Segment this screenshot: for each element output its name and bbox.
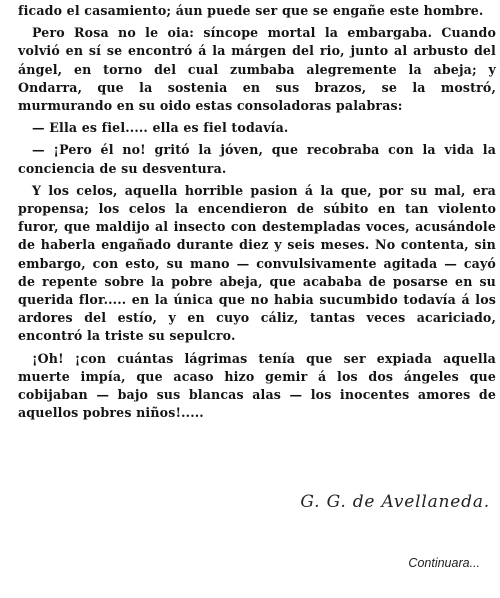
- dialogue-line: — ¡Pero él no! gritó la jóven, que recobraba con la vida la conciencia de su desventura.: [18, 142, 496, 176]
- dialogue-line: — Ella es fiel..... ella es fiel todavía.: [32, 120, 289, 136]
- continuation-note: Continuara...: [408, 556, 480, 570]
- paragraph-continuation: ficado el casamiento; áun puede ser que se engañe este hombre.: [18, 3, 484, 18]
- paragraph: Y los celos, aquella horrible pasion á la que, por su mal, era propensa; los celos la encendieron de súbito en tan violento furor, que maldijo al insecto con destempladas voces, acusándole de haberla engañado durante diez y seis meses. No contenta, sin embargo, con esto, su mano — convulsivamente agitada — cayó de repente sobre la pobre abeja, que acababa de posarse en su querida flor..... en la única que no habia sucumbido todavía á los ardores del estío, y en cuyo cáliz, tantas veces acariciado, encontró la triste su sepulcro.: [18, 182, 496, 344]
- paragraph: Pero Rosa no le oia: síncope mortal la embargaba. Cuando volvió en sí se encontró á la márgen del rio, junto al arbusto del ángel, en torno del cual zumbaba alegremente la abeja; y Ondarra, que la sostenia en sus brazos, se la mostró, murmurando en su oido estas consoladoras palabras:: [18, 25, 496, 114]
- body-text: [18, 2, 496, 426]
- author-signature: G. G. de Avellaneda.: [300, 492, 490, 512]
- paragraph: ¡Oh! ¡con cuántas lágrimas tenía que ser expiada aquella muerte impía, que acaso hizo gemir á los dos ángeles que cobijaban — bajo sus blancas alas — los inocentes amores de aquellos pobres niños!.....: [18, 350, 496, 421]
